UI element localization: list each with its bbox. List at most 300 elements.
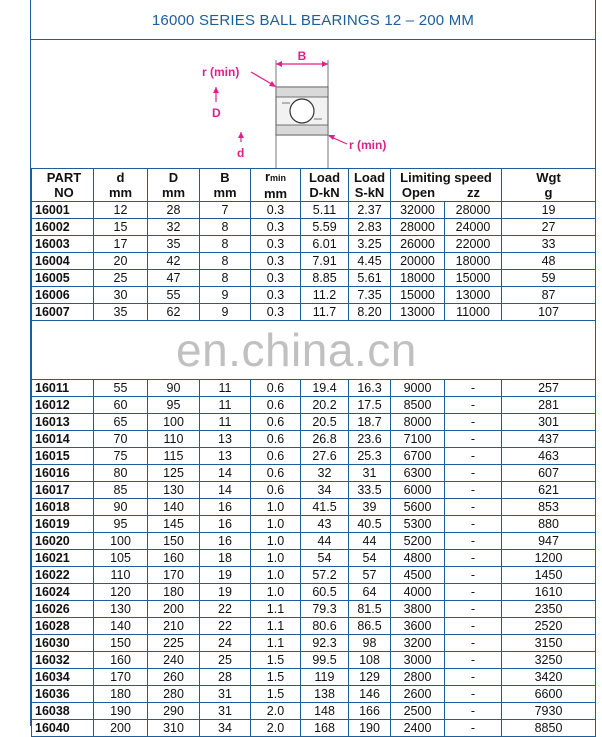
table-cell: 1.1: [251, 601, 301, 618]
part-number-cell: 16034: [32, 669, 94, 686]
label-d: d: [237, 146, 245, 160]
header-weight: Wgt g: [502, 169, 596, 202]
table-cell: 18000: [445, 253, 502, 270]
header-part: PART NO: [32, 169, 94, 202]
table-cell: 1.0: [251, 567, 301, 584]
table-cell: 16: [200, 516, 251, 533]
table-cell: 6600: [502, 686, 596, 703]
table-cell: 3800: [391, 601, 445, 618]
table-cell: 19: [200, 584, 251, 601]
table-cell: 80.6: [301, 618, 349, 635]
table-cell: 54: [349, 550, 391, 567]
header-B: B mm: [200, 169, 251, 202]
table-cell: 42: [148, 253, 200, 270]
table-cell: 5.59: [301, 219, 349, 236]
table-cell: 80: [94, 465, 148, 482]
table-cell: 281: [502, 397, 596, 414]
table-cell: 1200: [502, 550, 596, 567]
table-cell: 19: [502, 202, 596, 219]
table-row: [32, 448, 596, 465]
table-cell: 35: [148, 236, 200, 253]
table-cell: 115: [148, 448, 200, 465]
table-cell: 22: [200, 601, 251, 618]
table-cell: 16.3: [349, 380, 391, 397]
table-cell: 1.0: [251, 550, 301, 567]
table-cell: 11: [200, 414, 251, 431]
table-cell: 32: [148, 219, 200, 236]
table-cell: 166: [349, 703, 391, 720]
table-cell: 621: [502, 482, 596, 499]
table-cell: 108: [349, 652, 391, 669]
table-cell: 16: [200, 499, 251, 516]
table-cell: 33: [502, 236, 596, 253]
table-cell: 140: [148, 499, 200, 516]
table-cell: -: [445, 686, 502, 703]
table-cell: -: [445, 635, 502, 652]
table-cell: 54: [301, 550, 349, 567]
table-cell: 22000: [445, 236, 502, 253]
table-cell: 26000: [391, 236, 445, 253]
table-cell: 95: [148, 397, 200, 414]
table-cell: 47: [148, 270, 200, 287]
table-cell: 6000: [391, 482, 445, 499]
table-cell: 150: [148, 533, 200, 550]
part-number-cell: 16013: [32, 414, 94, 431]
table-cell: 70: [94, 431, 148, 448]
table-cell: 24: [200, 635, 251, 652]
table-cell: 24000: [445, 219, 502, 236]
table-cell: 55: [94, 380, 148, 397]
part-number-cell: 16016: [32, 465, 94, 482]
part-number-cell: 16006: [32, 287, 94, 304]
table-cell: -: [445, 414, 502, 431]
table-cell: 62: [148, 304, 200, 321]
label-B: B: [297, 49, 307, 63]
table-cell: 7930: [502, 703, 596, 720]
table-cell: 3420: [502, 669, 596, 686]
table-cell: -: [445, 499, 502, 516]
table-cell: 57: [349, 567, 391, 584]
table-cell: 12: [94, 202, 148, 219]
table-cell: 9000: [391, 380, 445, 397]
table-cell: 8.85: [301, 270, 349, 287]
table-cell: 34: [200, 720, 251, 737]
table-cell: 18000: [391, 270, 445, 287]
table-cell: 130: [148, 482, 200, 499]
table-cell: 8: [200, 219, 251, 236]
table-row: [32, 669, 596, 686]
table-cell: 39: [349, 499, 391, 516]
table-cell: 1.1: [251, 618, 301, 635]
table-cell: 5300: [391, 516, 445, 533]
table-row: [32, 287, 596, 304]
table-row: [32, 397, 596, 414]
table-cell: 160: [148, 550, 200, 567]
table-cell: 41.5: [301, 499, 349, 516]
table-row: [32, 270, 596, 287]
label-r-min-top: r (min): [202, 65, 240, 79]
table-cell: 110: [148, 431, 200, 448]
table-cell: 31: [349, 465, 391, 482]
table-cell: 140: [94, 618, 148, 635]
part-number-cell: 16003: [32, 236, 94, 253]
table-cell: -: [445, 652, 502, 669]
bearing-diagram: [31, 40, 595, 168]
table-row: [32, 499, 596, 516]
part-number-cell: 16032: [32, 652, 94, 669]
table-cell: 148: [301, 703, 349, 720]
table-cell: 2600: [391, 686, 445, 703]
table-cell: 14: [200, 482, 251, 499]
table-cell: 44: [301, 533, 349, 550]
table-cell: 13000: [391, 304, 445, 321]
table-header-row: [32, 169, 596, 202]
table-cell: 110: [94, 567, 148, 584]
table-cell: 20000: [391, 253, 445, 270]
table-cell: 34: [301, 482, 349, 499]
header-load-s: Load S-kN: [349, 169, 391, 202]
table-cell: -: [445, 703, 502, 720]
table-row: [32, 550, 596, 567]
table-cell: 180: [148, 584, 200, 601]
table-cell: 33.5: [349, 482, 391, 499]
table-cell: 170: [94, 669, 148, 686]
table-cell: 81.5: [349, 601, 391, 618]
part-number-cell: 16017: [32, 482, 94, 499]
table-cell: -: [445, 669, 502, 686]
part-number-cell: 16012: [32, 397, 94, 414]
table-cell: 853: [502, 499, 596, 516]
table-cell: 57.2: [301, 567, 349, 584]
table-cell: 170: [148, 567, 200, 584]
table-cell: 9: [200, 304, 251, 321]
table-cell: 22: [200, 618, 251, 635]
table-cell: 7: [200, 202, 251, 219]
table-row: [32, 431, 596, 448]
table-row: [32, 304, 596, 321]
table-cell: 26.8: [301, 431, 349, 448]
table-cell: -: [445, 448, 502, 465]
label-r-min-right: r (min): [349, 138, 387, 152]
table-cell: 8000: [391, 414, 445, 431]
table-cell: 125: [148, 465, 200, 482]
table-cell: 168: [301, 720, 349, 737]
table-row: [32, 380, 596, 397]
table-cell: 2.83: [349, 219, 391, 236]
table-cell: 4.45: [349, 253, 391, 270]
table-row: [32, 635, 596, 652]
table-cell: 130: [94, 601, 148, 618]
table-cell: 1.1: [251, 635, 301, 652]
table-cell: 44: [349, 533, 391, 550]
part-number-cell: 16026: [32, 601, 94, 618]
table-cell: 0.6: [251, 482, 301, 499]
table-cell: 13000: [445, 287, 502, 304]
table-cell: 0.6: [251, 465, 301, 482]
table-cell: 87: [502, 287, 596, 304]
table-cell: 8850: [502, 720, 596, 737]
table-cell: 11: [200, 397, 251, 414]
table-cell: 1.5: [251, 652, 301, 669]
table-cell: 2400: [391, 720, 445, 737]
table-cell: 7100: [391, 431, 445, 448]
table-cell: 23.6: [349, 431, 391, 448]
table-row: [32, 516, 596, 533]
table-cell: 2350: [502, 601, 596, 618]
part-number-cell: 16015: [32, 448, 94, 465]
table-cell: -: [445, 550, 502, 567]
table-row: [32, 567, 596, 584]
table-cell: 92.3: [301, 635, 349, 652]
table-cell: -: [445, 482, 502, 499]
table-cell: 4500: [391, 567, 445, 584]
table-row: [32, 652, 596, 669]
part-number-cell: 16001: [32, 202, 94, 219]
part-number-cell: 16028: [32, 618, 94, 635]
table-cell: 99.5: [301, 652, 349, 669]
table-cell: -: [445, 516, 502, 533]
table-cell: 7.35: [349, 287, 391, 304]
table-cell: 28000: [445, 202, 502, 219]
table-cell: 146: [349, 686, 391, 703]
table-cell: 25: [94, 270, 148, 287]
table-cell: 25: [200, 652, 251, 669]
table-cell: 5.61: [349, 270, 391, 287]
table-cell: 3600: [391, 618, 445, 635]
table-cell: 145: [148, 516, 200, 533]
table-cell: 13: [200, 448, 251, 465]
table-row: [32, 482, 596, 499]
table-cell: -: [445, 533, 502, 550]
part-number-cell: 16005: [32, 270, 94, 287]
table-cell: 2520: [502, 618, 596, 635]
table-cell: 3000: [391, 652, 445, 669]
table-cell: -: [445, 380, 502, 397]
table-cell: 200: [148, 601, 200, 618]
table-cell: -: [445, 465, 502, 482]
table-cell: 43: [301, 516, 349, 533]
table-cell: 59: [502, 270, 596, 287]
table-row: [32, 703, 596, 720]
table-cell: 27.6: [301, 448, 349, 465]
table-cell: 11000: [445, 304, 502, 321]
table-cell: 30: [94, 287, 148, 304]
table-cell: 90: [148, 380, 200, 397]
table-cell: 28: [148, 202, 200, 219]
table-cell: 0.3: [251, 202, 301, 219]
table-cell: 1.0: [251, 533, 301, 550]
table-cell: 0.3: [251, 287, 301, 304]
table-cell: 310: [148, 720, 200, 737]
table-cell: 129: [349, 669, 391, 686]
table-cell: 160: [94, 652, 148, 669]
bearing-ball: [290, 99, 314, 123]
table-cell: 19: [200, 567, 251, 584]
table-cell: 9: [200, 287, 251, 304]
table-cell: 11.7: [301, 304, 349, 321]
table-row: [32, 219, 596, 236]
table-cell: 8: [200, 236, 251, 253]
watermark-text: en.china.cn: [176, 324, 417, 376]
table-row: [32, 601, 596, 618]
table-cell: 32: [301, 465, 349, 482]
table-cell: 11.2: [301, 287, 349, 304]
table-cell: 75: [94, 448, 148, 465]
table-cell: 25.3: [349, 448, 391, 465]
table-cell: 11: [200, 380, 251, 397]
table-cell: 6.01: [301, 236, 349, 253]
table-row: [32, 414, 596, 431]
table-cell: 880: [502, 516, 596, 533]
table-cell: 240: [148, 652, 200, 669]
table-cell: 2.0: [251, 703, 301, 720]
table-row: [32, 253, 596, 270]
table-cell: 60: [94, 397, 148, 414]
table-cell: -: [445, 584, 502, 601]
table-cell: 119: [301, 669, 349, 686]
table-cell: 0.3: [251, 253, 301, 270]
part-number-cell: 16019: [32, 516, 94, 533]
table-cell: 190: [349, 720, 391, 737]
table-cell: 1.0: [251, 584, 301, 601]
table-cell: 607: [502, 465, 596, 482]
part-number-cell: 16030: [32, 635, 94, 652]
table-cell: 95: [94, 516, 148, 533]
table-cell: 17.5: [349, 397, 391, 414]
table-cell: 100: [94, 533, 148, 550]
table-cell: 257: [502, 380, 596, 397]
table-cell: 17: [94, 236, 148, 253]
table-cell: 20.2: [301, 397, 349, 414]
part-number-cell: 16022: [32, 567, 94, 584]
table-cell: 3150: [502, 635, 596, 652]
table-cell: 18.7: [349, 414, 391, 431]
table-cell: 8: [200, 253, 251, 270]
table-cell: 3.25: [349, 236, 391, 253]
table-cell: 15000: [391, 287, 445, 304]
table-cell: 180: [94, 686, 148, 703]
table-cell: 2.37: [349, 202, 391, 219]
table-cell: 7.91: [301, 253, 349, 270]
bearings-table: [31, 168, 596, 737]
table-cell: 1.5: [251, 686, 301, 703]
table-cell: 5600: [391, 499, 445, 516]
table-cell: 0.6: [251, 448, 301, 465]
table-row: [32, 720, 596, 737]
label-D: D: [212, 106, 221, 120]
table-cell: 107: [502, 304, 596, 321]
table-cell: 8.20: [349, 304, 391, 321]
table-row: [32, 686, 596, 703]
table-cell: -: [445, 601, 502, 618]
table-row: [32, 618, 596, 635]
part-number-cell: 16007: [32, 304, 94, 321]
table-cell: 1450: [502, 567, 596, 584]
table-cell: 105: [94, 550, 148, 567]
page-title: 16000 SERIES BALL BEARINGS 12 – 200 MM: [30, 0, 596, 40]
table-cell: 260: [148, 669, 200, 686]
table-cell: -: [445, 618, 502, 635]
table-cell: 1.5: [251, 669, 301, 686]
table-cell: 31: [200, 686, 251, 703]
table-cell: 31: [200, 703, 251, 720]
table-row: [32, 584, 596, 601]
table-cell: 1610: [502, 584, 596, 601]
table-cell: 8: [200, 270, 251, 287]
table-cell: 6300: [391, 465, 445, 482]
table-cell: 0.3: [251, 219, 301, 236]
table-cell: 190: [94, 703, 148, 720]
table-cell: 18: [200, 550, 251, 567]
table-cell: 2500: [391, 703, 445, 720]
table-cell: 48: [502, 253, 596, 270]
header-d: d mm: [94, 169, 148, 202]
part-number-cell: 16024: [32, 584, 94, 601]
table-cell: 32000: [391, 202, 445, 219]
table-cell: 28: [200, 669, 251, 686]
table-cell: 225: [148, 635, 200, 652]
table-cell: 947: [502, 533, 596, 550]
table-cell: 35: [94, 304, 148, 321]
table-cell: 16: [200, 533, 251, 550]
table-cell: 85: [94, 482, 148, 499]
table-cell: 0.3: [251, 270, 301, 287]
part-number-cell: 16038: [32, 703, 94, 720]
table-cell: 13: [200, 431, 251, 448]
table-cell: 4000: [391, 584, 445, 601]
table-row: [32, 465, 596, 482]
table-cell: 6700: [391, 448, 445, 465]
table-cell: 55: [148, 287, 200, 304]
part-number-cell: 16011: [32, 380, 94, 397]
header-load-d: Load D-kN: [301, 169, 349, 202]
table-row: [32, 236, 596, 253]
part-number-cell: 16020: [32, 533, 94, 550]
table-cell: 0.6: [251, 380, 301, 397]
table-cell: 14: [200, 465, 251, 482]
table-cell: 3250: [502, 652, 596, 669]
part-number-cell: 16014: [32, 431, 94, 448]
part-number-cell: 16002: [32, 219, 94, 236]
table-cell: 64: [349, 584, 391, 601]
table-cell: 0.3: [251, 304, 301, 321]
table-cell: 15: [94, 219, 148, 236]
table-cell: 28000: [391, 219, 445, 236]
table-cell: 60.5: [301, 584, 349, 601]
table-cell: 0.6: [251, 397, 301, 414]
table-cell: 98: [349, 635, 391, 652]
table-cell: 20: [94, 253, 148, 270]
part-number-cell: 16021: [32, 550, 94, 567]
table-cell: 290: [148, 703, 200, 720]
table-cell: 3200: [391, 635, 445, 652]
header-rmin: rmin mm: [251, 169, 301, 202]
table-cell: 200: [94, 720, 148, 737]
table-cell: 280: [148, 686, 200, 703]
table-cell: 301: [502, 414, 596, 431]
table-cell: 463: [502, 448, 596, 465]
table-cell: 4800: [391, 550, 445, 567]
table-cell: 1.0: [251, 516, 301, 533]
header-limiting-speed: Limiting speed Open zz: [391, 169, 502, 202]
table-cell: 65: [94, 414, 148, 431]
table-cell: 1.0: [251, 499, 301, 516]
table-cell: 2800: [391, 669, 445, 686]
table-cell: 86.5: [349, 618, 391, 635]
table-cell: 40.5: [349, 516, 391, 533]
table-cell: 2.0: [251, 720, 301, 737]
table-cell: -: [445, 720, 502, 737]
